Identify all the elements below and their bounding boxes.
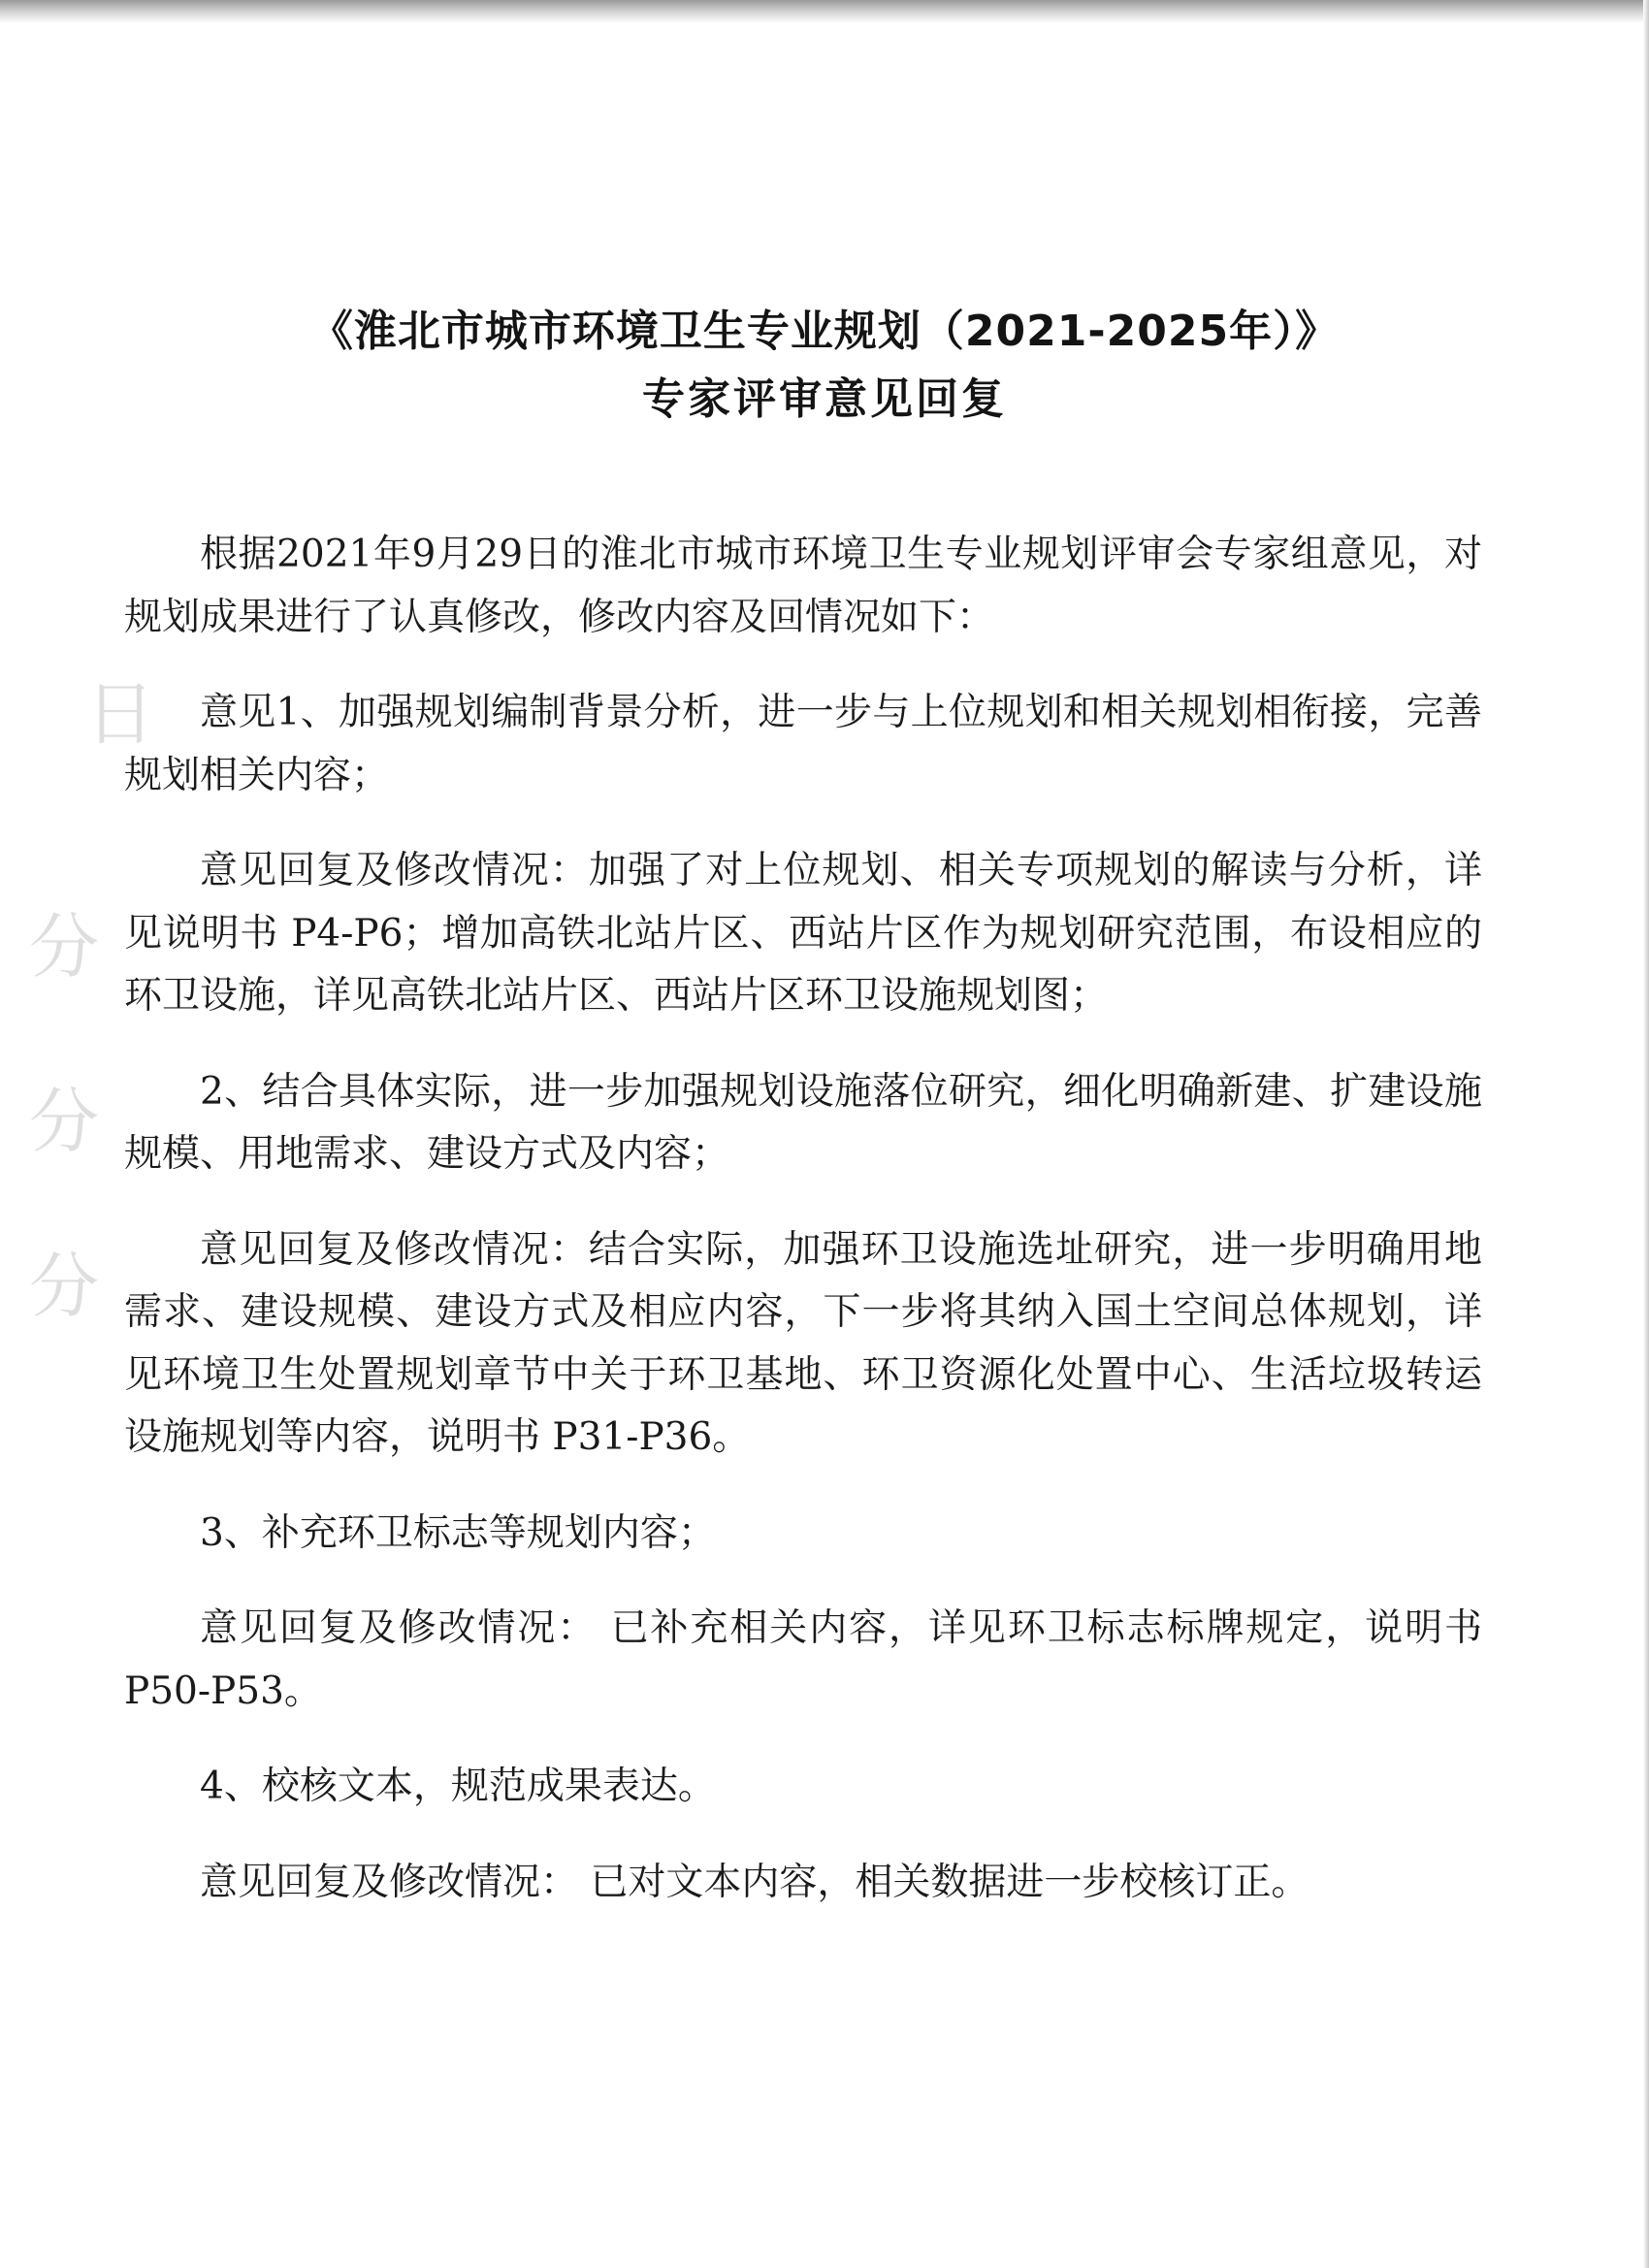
- opinion-1: 意见1、加强规划编制背景分析，进一步与上位规划和相关规划相衔接，完善规划相关内容；: [124, 691, 1482, 797]
- reply-4: 意见回复及修改情况： 已对文本内容，相关数据进一步校核订正。: [200, 1860, 1310, 1904]
- intro-paragraph: 根据2021年9月29日的淮北市城市环境卫生专业规划评审会专家组意见，对规划成果进行了认真修改，修改内容及回情况如下：: [124, 533, 1482, 639]
- reply-1: 意见回复及修改情况：加强了对上位规划、相关专项规划的解读与分析，详见说明书 P4-P6；增加高铁北站片区、西站片区作为规划研究范围，布设相应的环卫设施，详见高铁北站片区、西站片区环卫设施规划图；: [124, 849, 1482, 1018]
- bleed-through-mark: 分: [29, 906, 100, 988]
- bleed-through-mark: 分: [29, 1246, 100, 1327]
- opinion-4: 4、校核文本，规范成果表达。: [200, 1765, 716, 1808]
- reply-2: 意见回复及修改情况：结合实际，加强环卫设施选址研究，进一步明确用地需求、建设规模、建设方式及相应内容，下一步将其纳入国土空间总体规划，详见环境卫生处置规划章节中关于环卫基地、环卫资源化处置中心、生活垃圾转运设施规划等内容，说明书 P31-P36。: [124, 1227, 1482, 1459]
- bleed-through-mark: 日: [85, 673, 156, 755]
- document-subtitle: 专家评审意见回复: [642, 374, 1007, 424]
- document-title: 《淮北市城市环境卫生专业规划（2021-2025年）》: [309, 307, 1340, 356]
- reply-3: 意见回复及修改情况： 已补充相关内容，详见环卫标志标牌规定，说明书 P50-P53。: [124, 1606, 1482, 1713]
- scan-shadow-top: [0, 0, 1649, 23]
- opinion-2: 2、结合具体实际，进一步加强规划设施落位研究，细化明确新建、扩建设施规模、用地需求、建设方式及内容；: [124, 1069, 1482, 1176]
- document-body: [124, 524, 1482, 1947]
- opinion-3: 3、补充环卫标志等规划内容；: [200, 1510, 716, 1555]
- bleed-through-mark: 分: [29, 1081, 100, 1162]
